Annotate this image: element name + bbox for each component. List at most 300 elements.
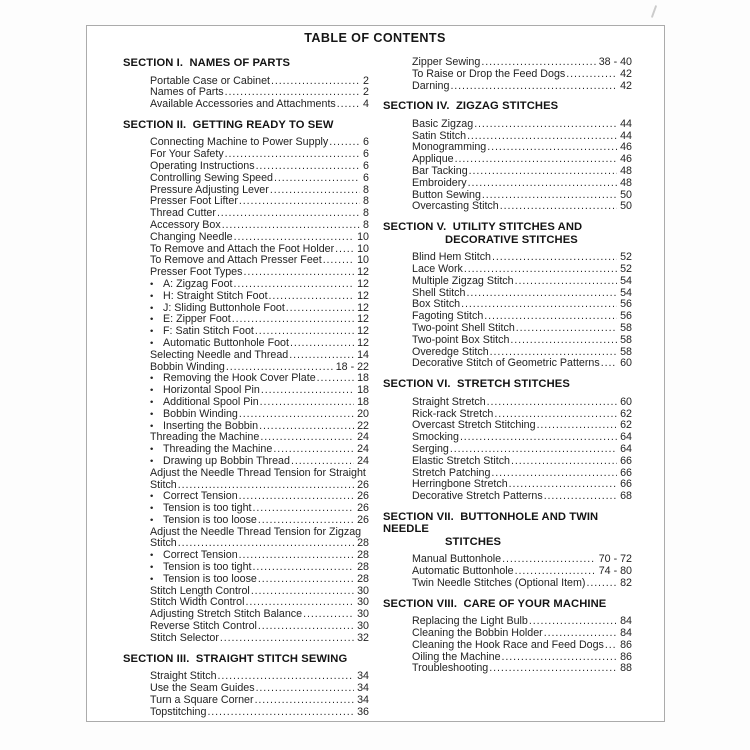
toc-entry <box>123 279 369 291</box>
entry-group <box>383 616 632 675</box>
toc-entry-label: Topstitching <box>150 705 207 718</box>
dot-leader <box>259 432 354 444</box>
dot-leader <box>467 178 617 190</box>
page-number: 54 <box>620 274 632 287</box>
toc-entry <box>123 220 369 232</box>
dot-leader <box>273 173 360 185</box>
dot-leader <box>449 81 617 93</box>
page-number: 2 <box>363 74 369 87</box>
toc-entry <box>123 480 369 492</box>
bullet-icon: • <box>150 373 154 385</box>
page-number: 12 <box>357 301 369 314</box>
toc-column-right <box>383 57 632 675</box>
toc-entry-label: Decorative Stretch Patterns <box>412 490 543 503</box>
page-number: 46 <box>620 141 632 154</box>
dot-leader <box>316 373 354 385</box>
page-number: 48 <box>620 176 632 189</box>
dot-leader <box>466 131 617 143</box>
toc-entry-label: Straight Stretch <box>412 395 486 408</box>
section-heading-line: SECTION IV. ZIGZAG STITCHES <box>383 100 559 113</box>
dot-leader <box>514 276 618 288</box>
dot-leader <box>250 586 354 598</box>
bullet-icon: • <box>150 396 154 408</box>
toc-entry-label: Adjust the Needle Thread Tension for Straight <box>150 466 366 479</box>
bullet-icon: • <box>150 514 154 526</box>
page-number: 44 <box>620 129 632 142</box>
toc-entry-label: Correct Tension <box>163 549 238 562</box>
section-heading <box>383 598 632 611</box>
page-number: 10 <box>357 254 369 267</box>
entry-group <box>383 554 632 589</box>
toc-entry-label: Applique <box>412 153 454 166</box>
dot-leader <box>269 185 360 197</box>
page-number: 12 <box>357 277 369 290</box>
bullet-icon: • <box>150 337 154 349</box>
toc-entry-label: To Remove and Attach Presser Feet <box>150 254 322 267</box>
page-number: 42 <box>620 79 632 92</box>
toc-entry-label: Correct Tension <box>163 490 238 503</box>
dot-leader <box>460 299 617 311</box>
dot-leader <box>219 633 354 645</box>
toc-entry-label: Two-point Box Stitch <box>412 333 510 346</box>
toc-entry-label: Serging <box>412 442 449 455</box>
page-number: 62 <box>620 407 632 420</box>
toc-entry-label: Connecting Machine to Power Supply <box>150 136 329 149</box>
dot-leader <box>238 491 354 503</box>
toc-entry <box>123 161 369 173</box>
dot-leader <box>233 232 355 244</box>
toc-entry <box>383 444 632 456</box>
toc-entry-label: Elastic Stretch Stitch <box>412 454 511 467</box>
dot-leader <box>259 397 354 409</box>
scan-artifact <box>651 5 657 18</box>
page-number: 32 <box>357 631 369 644</box>
toc-entry-label: E: Zipper Foot <box>163 313 231 326</box>
toc-entry <box>123 409 369 421</box>
toc-entry-label: Reverse Stitch Control <box>150 620 257 633</box>
bullet-icon: • <box>150 314 154 326</box>
toc-entry <box>383 201 632 213</box>
toc-entry-label: Inserting the Bobbin <box>163 419 259 432</box>
dot-leader <box>604 640 617 652</box>
toc-entry <box>123 538 369 550</box>
section-heading-line: SECTION VI. STRETCH STITCHES <box>383 378 570 391</box>
dot-leader <box>481 190 617 202</box>
section-heading-line: STITCHES <box>445 535 502 548</box>
toc-entry <box>383 640 632 652</box>
page-number: 60 <box>620 357 632 370</box>
section-heading <box>123 57 369 70</box>
toc-entry <box>123 574 369 586</box>
page-number: 50 <box>620 200 632 213</box>
page-number: 8 <box>363 183 369 196</box>
toc-entry-label: Portable Case or Cabinet <box>150 74 271 87</box>
toc-entry-label: Button Sewing <box>412 188 481 201</box>
toc-entry-label: Replacing the Light Bulb <box>412 615 528 628</box>
toc-entry <box>123 350 369 362</box>
page-number: 8 <box>363 207 369 220</box>
dot-leader <box>257 574 354 586</box>
bullet-icon: • <box>150 562 154 574</box>
section-heading-line: SECTION V. UTILITY STITCHES AND <box>383 221 583 234</box>
page-number: 52 <box>620 263 632 276</box>
section-heading <box>383 511 632 549</box>
toc-entry <box>123 232 369 244</box>
dot-leader <box>486 142 617 154</box>
toc-entry-label: Bobbin Winding <box>163 407 238 420</box>
bullet-icon: • <box>150 573 154 585</box>
toc-entry-label: Tension is too loose <box>163 513 257 526</box>
toc-entry-label: F: Satin Stitch Foot <box>163 325 254 338</box>
page-number: 70 - 72 <box>598 553 632 566</box>
page-number: 18 <box>357 384 369 397</box>
toc-entry-label: Multiple Zigzag Stitch <box>412 274 514 287</box>
toc-entry-label: Additional Spool Pin <box>163 395 259 408</box>
page-number: 24 <box>357 431 369 444</box>
toc-entry-label: Darning <box>412 79 450 92</box>
page-number: 12 <box>357 336 369 349</box>
page-number: 18 - 22 <box>335 360 369 373</box>
dot-leader <box>258 421 354 433</box>
bullet-icon: • <box>150 326 154 338</box>
toc-entry-label: Two-point Shell Stitch <box>412 322 515 335</box>
toc-entry-label: Available Accessories and Attachments <box>150 98 336 111</box>
toc-entry <box>383 578 632 590</box>
page-number: 56 <box>620 298 632 311</box>
toc-entry-label: Adjusting Stretch Stitch Balance <box>150 608 303 621</box>
page-number: 52 <box>620 251 632 264</box>
toc-entry-label: Names of Parts <box>150 86 224 99</box>
page-number: 10 <box>357 230 369 243</box>
bullet-icon: • <box>150 550 154 562</box>
page-number: 84 <box>620 627 632 640</box>
toc-entry-label: Presser Foot Lifter <box>150 195 238 208</box>
page-number: 46 <box>620 153 632 166</box>
toc-entry-label: Pressure Adjusting Lever <box>150 183 269 196</box>
toc-entry-label: Presser Foot Types <box>150 266 243 279</box>
dot-leader <box>473 119 617 131</box>
page-number: 30 <box>357 620 369 633</box>
dot-leader <box>334 244 354 256</box>
page-number: 38 - 40 <box>598 56 632 68</box>
dot-leader <box>600 358 617 370</box>
page-number: 8 <box>363 195 369 208</box>
dot-leader <box>501 652 618 664</box>
page-number: 18 <box>357 372 369 385</box>
toc-entry <box>123 303 369 315</box>
dot-leader <box>491 252 617 264</box>
page-number: 36 <box>357 705 369 718</box>
toc-entry-label: Overcasting Stitch <box>412 200 499 213</box>
page-number: 30 <box>357 584 369 597</box>
toc-entry-label: Drawing up Bobbin Thread <box>163 454 290 467</box>
page-number: 22 <box>357 419 369 432</box>
toc-entry-label: Removing the Hook Cover Plate <box>163 372 316 385</box>
dot-leader <box>336 99 360 111</box>
dot-leader <box>490 468 617 480</box>
page-number: 4 <box>363 98 369 111</box>
dot-leader <box>290 456 354 468</box>
toc-entry-label: Smocking <box>412 431 459 444</box>
toc-entry-label: To Remove and Attach the Foot Holder <box>150 242 335 255</box>
dot-leader <box>509 335 617 347</box>
dot-leader <box>288 350 354 362</box>
toc-column-left <box>123 57 369 718</box>
page-number: 62 <box>620 419 632 432</box>
section-heading <box>383 100 632 113</box>
page-number: 68 <box>620 490 632 503</box>
dot-leader <box>255 683 355 695</box>
dot-leader <box>206 707 354 719</box>
dot-leader <box>585 578 617 590</box>
page-number: 12 <box>357 313 369 326</box>
dot-leader <box>255 161 360 173</box>
page-number: 58 <box>620 345 632 358</box>
toc-entry-label: Cleaning the Bobbin Holder <box>412 627 543 640</box>
page-number: 58 <box>620 322 632 335</box>
toc-entry-label: Use the Seam Guides <box>150 681 255 694</box>
toc-entry-label: Satin Stitch <box>412 129 467 142</box>
toc-entry-label: Tension is too loose <box>163 572 257 585</box>
toc-entry-label: Zipper Sewing <box>412 56 481 68</box>
toc-entry <box>123 456 369 468</box>
toc-entry <box>123 338 369 350</box>
page-number: 66 <box>620 454 632 467</box>
page-number: 14 <box>357 348 369 361</box>
toc-entry-label: Troubleshooting <box>412 662 489 675</box>
toc-entry-label: Oiling the Machine <box>412 650 501 663</box>
toc-entry <box>123 633 369 645</box>
toc-entry-label: Manual Buttonhole <box>412 553 502 566</box>
bullet-icon: • <box>150 420 154 432</box>
section-heading-line: SECTION VIII. CARE OF YOUR MACHINE <box>383 597 607 610</box>
entry-group <box>383 119 632 213</box>
toc-entry <box>123 707 369 719</box>
toc-entry-label: Horizontal Spool Pin <box>163 384 260 397</box>
toc-entry-label: Controlling Sewing Speed <box>150 171 273 184</box>
page-number: 24 <box>357 454 369 467</box>
entry-group <box>383 252 632 370</box>
page-number: 84 <box>620 615 632 628</box>
toc-entry-label: Automatic Buttonhole Foot <box>163 336 289 349</box>
toc-entry-label: Cleaning the Hook Race and Feed Dogs <box>412 638 604 651</box>
page-number: 6 <box>363 148 369 161</box>
dot-leader <box>468 166 617 178</box>
dot-leader <box>488 663 617 675</box>
page-number: 10 <box>357 242 369 255</box>
toc-entry-label: Bar Tacking <box>412 165 468 178</box>
page-number: 28 <box>357 549 369 562</box>
toc-entry-label: Shell Stitch <box>412 286 466 299</box>
toc-entry <box>123 397 369 409</box>
toc-entry-label: H: Straight Stitch Foot <box>163 289 268 302</box>
toc-entry-label: Operating Instructions <box>150 159 255 172</box>
section-heading-line: SECTION II. GETTING READY TO SEW <box>123 118 334 131</box>
toc-entry <box>383 663 632 675</box>
page-number: 26 <box>357 502 369 515</box>
dot-leader <box>501 554 596 566</box>
entry-group <box>383 57 632 92</box>
bullet-icon: • <box>150 455 154 467</box>
toc-entry-label: Blind Hem Stitch <box>412 251 491 264</box>
dot-leader <box>254 695 355 707</box>
dot-leader <box>322 255 354 267</box>
toc-entry-label: Stitch Width Control <box>150 596 245 609</box>
toc-entry-label: Stretch Patching <box>412 466 491 479</box>
dot-leader <box>543 491 617 503</box>
toc-entry-label: Overedge Stitch <box>412 345 489 358</box>
page-number: 64 <box>620 431 632 444</box>
page-number: 12 <box>357 289 369 302</box>
section-heading <box>383 221 632 246</box>
section-heading <box>123 653 369 666</box>
page-number: 82 <box>620 577 632 589</box>
page-number: 30 <box>357 608 369 621</box>
toc-entry-label: Rick-rack Stretch <box>412 407 494 420</box>
bullet-icon: • <box>150 278 154 290</box>
page-number: 24 <box>357 443 369 456</box>
toc-entry <box>383 119 632 131</box>
toc-entry-label: Automatic Buttonhole <box>412 565 514 578</box>
page-number: 20 <box>357 407 369 420</box>
toc-entry-label: For Your Safety <box>150 148 224 161</box>
dot-leader <box>257 515 354 527</box>
toc-entry <box>383 178 632 190</box>
page-number: 12 <box>357 266 369 279</box>
toc-entry-label: Herringbone Stretch <box>412 478 508 491</box>
dot-leader <box>465 288 617 300</box>
page-number: 88 <box>620 662 632 675</box>
dot-leader <box>268 291 355 303</box>
toc-entry-label: Stitch <box>150 478 177 491</box>
dot-leader <box>285 303 354 315</box>
section-heading <box>383 378 632 391</box>
toc-entry <box>123 267 369 279</box>
toc-entry-label: Tension is too tight <box>163 502 252 515</box>
bullet-icon: • <box>150 503 154 515</box>
dot-leader <box>221 220 360 232</box>
dot-leader <box>449 444 617 456</box>
entry-group <box>383 397 632 503</box>
toc-entry <box>383 69 632 81</box>
dot-leader <box>252 503 355 515</box>
entry-group <box>123 671 369 718</box>
dot-leader <box>216 208 360 220</box>
toc-entry-label: Monogramming <box>412 141 487 154</box>
page-number: 6 <box>363 136 369 149</box>
page-number: 6 <box>363 159 369 172</box>
dot-leader <box>510 456 617 468</box>
toc-entry <box>383 276 632 288</box>
toc-entry-label: Threading the Machine <box>150 431 260 444</box>
page-number: 74 - 80 <box>598 565 632 578</box>
page-number: 6 <box>363 171 369 184</box>
section-heading <box>123 119 369 132</box>
page-number: 26 <box>357 490 369 503</box>
dot-leader <box>252 562 355 574</box>
page-number: 18 <box>357 395 369 408</box>
toc-entry <box>123 468 369 480</box>
page-number: 86 <box>620 638 632 651</box>
toc-entry-label: To Raise or Drop the Feed Dogs <box>412 67 566 80</box>
dot-leader <box>238 550 354 562</box>
page-number: 28 <box>357 537 369 550</box>
page-number: 50 <box>620 188 632 201</box>
page-number: 66 <box>620 466 632 479</box>
bullet-icon: • <box>150 444 154 456</box>
toc-entry-label: Stitch <box>150 537 177 550</box>
dot-leader <box>565 69 617 81</box>
dot-leader <box>289 338 354 350</box>
entry-group <box>123 137 369 644</box>
page-number: 60 <box>620 395 632 408</box>
page-number: 34 <box>357 670 369 683</box>
bullet-icon: • <box>150 491 154 503</box>
toc-entry-label: Box Stitch <box>412 298 461 311</box>
toc-entry-label: Decorative Stitch of Geometric Patterns <box>412 357 600 370</box>
toc-entry <box>123 173 369 185</box>
toc-entry <box>123 515 369 527</box>
toc-entry-label: Stitch Length Control <box>150 584 250 597</box>
page-number: 26 <box>357 513 369 526</box>
page-number: 2 <box>363 86 369 99</box>
page-number: 12 <box>357 325 369 338</box>
toc-entry-label: Bobbin Winding <box>150 360 225 373</box>
page-number: 26 <box>357 478 369 491</box>
page-number: 8 <box>363 218 369 231</box>
toc-entry <box>383 335 632 347</box>
toc-entry-label: Tension is too tight <box>163 561 252 574</box>
dot-leader <box>242 267 354 279</box>
toc-entry-label: Selecting Needle and Thread <box>150 348 289 361</box>
dot-leader <box>257 621 354 633</box>
toc-entry-label: Turn a Square Corner <box>150 693 254 706</box>
page-number: 64 <box>620 442 632 455</box>
page-number: 66 <box>620 478 632 491</box>
toc-entry <box>383 81 632 93</box>
page-number: 58 <box>620 333 632 346</box>
dot-leader <box>238 196 360 208</box>
dot-leader <box>486 397 617 409</box>
toc-entry <box>123 291 369 303</box>
toc-entry-label: Fagoting Stitch <box>412 310 484 323</box>
dot-leader <box>270 76 360 88</box>
toc-entry-label: Stitch Selector <box>150 631 219 644</box>
page-number: 28 <box>357 561 369 574</box>
page-number: 42 <box>620 67 632 80</box>
page-number: 30 <box>357 596 369 609</box>
toc-entry-label: Embroidery <box>412 176 467 189</box>
toc-entry <box>383 397 632 409</box>
toc-entry-label: Overcast Stretch Stitching <box>412 419 536 432</box>
toc-entry <box>123 683 369 695</box>
bullet-icon: • <box>150 290 154 302</box>
dot-leader <box>454 154 618 166</box>
bullet-icon: • <box>150 385 154 397</box>
dot-leader <box>499 201 617 213</box>
toc-entry <box>383 358 632 370</box>
dot-leader <box>302 609 354 621</box>
section-heading-line: DECORATIVE STITCHES <box>445 233 578 246</box>
toc-entry-label: Adjust the Needle Thread Tension for Zigzag <box>150 525 362 538</box>
dot-leader <box>233 279 355 291</box>
toc-entry <box>383 491 632 503</box>
page-number: 28 <box>357 572 369 585</box>
toc-entry-label: Lace Work <box>412 263 463 276</box>
toc-entry-label: J: Sliding Buttonhole Foot <box>163 301 285 314</box>
dot-leader <box>536 420 618 432</box>
entry-group <box>123 76 369 111</box>
